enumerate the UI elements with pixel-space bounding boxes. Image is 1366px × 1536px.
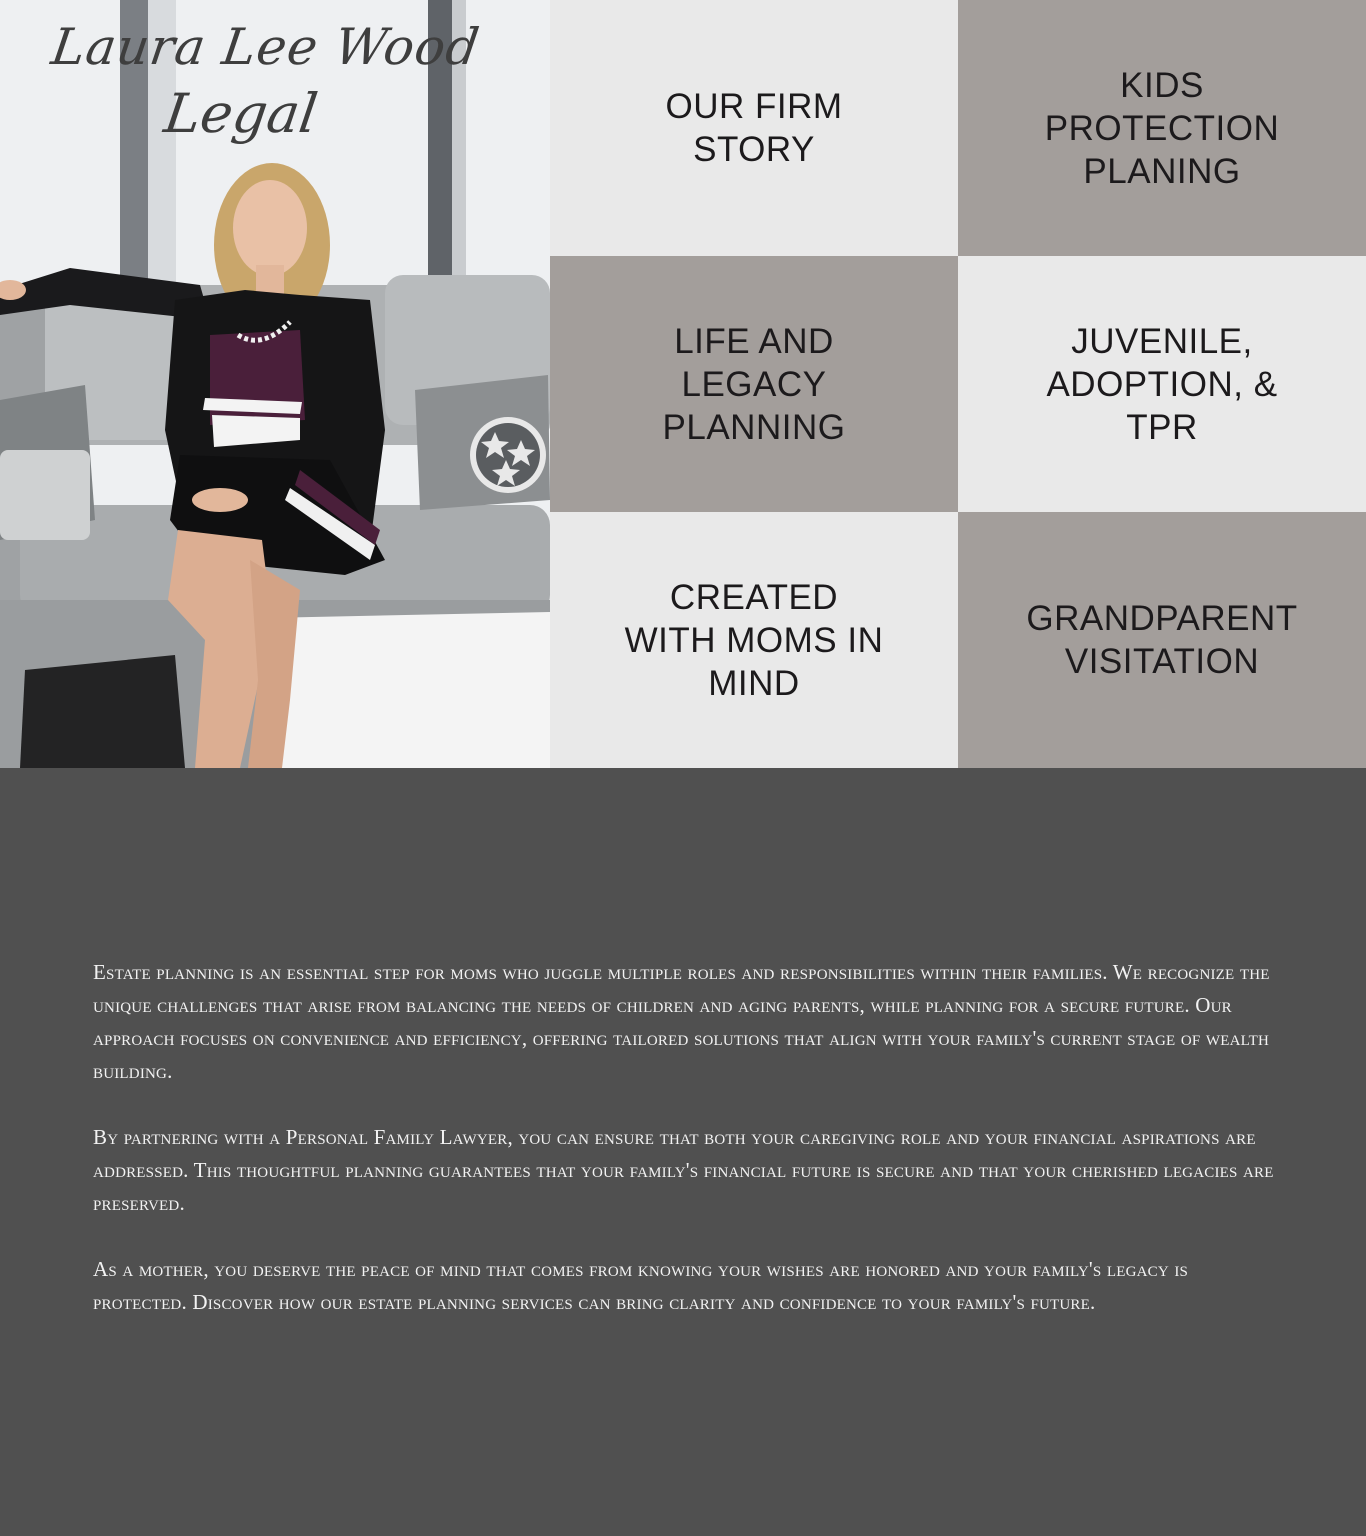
intro-paragraph-1: Estate planning is an essential step for moms who juggle multiple roles and responsibilities within their families. We recognize the unique challenges that arise from balancing the needs of children and aging parents, while planning for a secure future. Our approach focuses on convenience and efficiency, offering tailored solutions that align with your family's current stage of wealth building. bbox=[93, 960, 1270, 1083]
tile-created-with-moms-in-mind[interactable] bbox=[550, 512, 958, 768]
intro-paragraph-3: As a mother, you deserve the peace of mind that comes from knowing your wishes are honored and your family's legacy is protected. Discover how our estate planning services can bring clarity and confidence to your family's future. bbox=[93, 1257, 1189, 1314]
attorney-photo bbox=[0, 0, 550, 768]
tile-grandparent-visitation[interactable] bbox=[958, 512, 1366, 768]
estate-planning-intro bbox=[0, 768, 1366, 1536]
tile-label: CREATED WITH MOMS IN MIND bbox=[624, 577, 884, 703]
tile-label: OUR FIRM STORY bbox=[665, 87, 843, 169]
logo-name-line: Laura Lee Wood bbox=[47, 18, 484, 76]
tile-label: JUVENILE, ADOPTION, & TPR bbox=[1046, 321, 1278, 447]
tile-label: GRANDPARENT VISITATION bbox=[1026, 599, 1298, 681]
intro-paragraph-2: By partnering with a Personal Family Lawyer, you can ensure that both your caregiving role and your financial aspirations are addressed. This thoughtful planning guarantees that your family's financial future is secure and that your cherished legacies are preserved. bbox=[93, 1125, 1274, 1215]
tile-life-and-legacy-planning[interactable] bbox=[550, 256, 958, 512]
tile-kids-protection-planing[interactable] bbox=[958, 0, 1366, 256]
service-tile-grid bbox=[550, 0, 1366, 768]
tile-label: KIDS PROTECTION PLANING bbox=[1044, 65, 1280, 191]
tile-label: LIFE AND LEGACY PLANNING bbox=[662, 321, 846, 447]
logo-legal-line: Legal bbox=[160, 82, 322, 145]
tile-our-firm-story[interactable] bbox=[550, 0, 958, 256]
tile-juvenile-adoption-tpr[interactable] bbox=[958, 256, 1366, 512]
